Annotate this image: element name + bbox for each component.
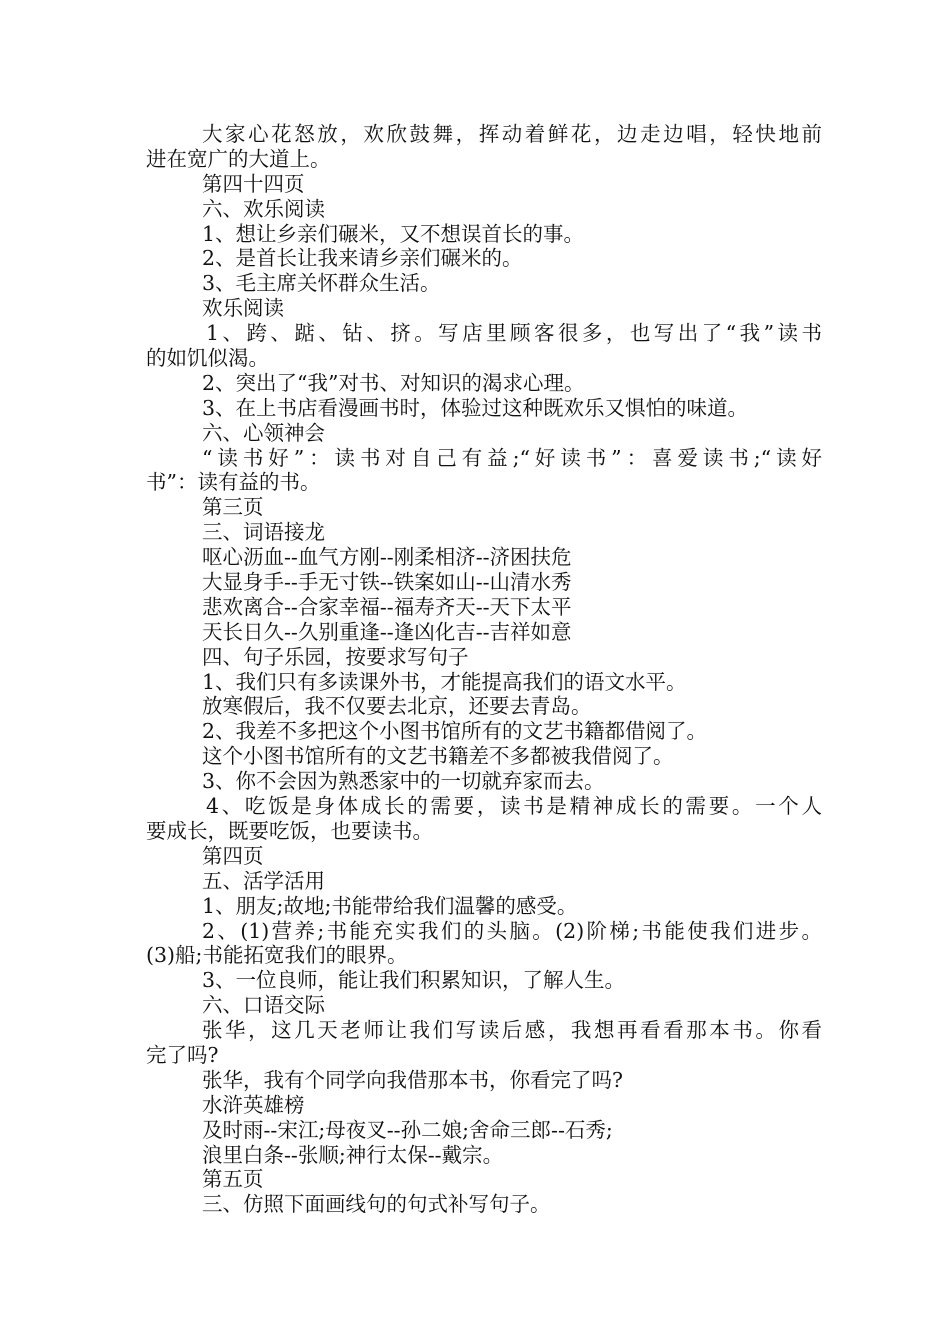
document-body <box>146 122 822 1217</box>
section-heading: 三、仿照下面画线句的句式补写句子。 <box>202 1192 551 1217</box>
answer-line: 张华，我有个同学向我借那本书，你看完了吗? <box>202 1067 623 1092</box>
section-heading: 欢乐阅读 <box>202 296 284 321</box>
answer-line: 3、毛主席关怀群众生活。 <box>202 271 441 296</box>
answer-line: 放寒假后，我不仅要去北京，还要去青岛。 <box>202 694 592 719</box>
answer-line: 完了吗? <box>146 1042 219 1067</box>
section-heading: 水浒英雄榜 <box>202 1092 305 1117</box>
answer-line: 2、是首长让我来请乡亲们碾米的。 <box>202 246 523 271</box>
page-heading: 第五页 <box>202 1167 264 1192</box>
answer-line: 3、你不会因为熟悉家中的一切就弃家而去。 <box>202 769 605 794</box>
answer-line: 浪里白条--张顺;神行太保--戴宗。 <box>202 1142 504 1167</box>
answer-line: 悲欢离合--合家幸福--福寿齐天--天下太平 <box>202 594 572 619</box>
answer-line: 1、朋友;故地;书能带给我们温馨的感受。 <box>202 893 578 918</box>
answer-line: 3、一位良师，能让我们积累知识，了解人生。 <box>202 968 626 993</box>
answer-line: 1、我们只有多读课外书，才能提高我们的语文水平。 <box>202 669 687 694</box>
answer-line: 2、我差不多把这个小图书馆所有的文艺书籍都借阅了。 <box>202 719 708 744</box>
section-heading: 五、活学活用 <box>202 868 325 893</box>
answer-line: 4、吃饭是身体成长的需要，读书是精神成长的需要。一个人 <box>206 794 822 819</box>
answer-line: 3、在上书店看漫画书时，体验过这种既欢乐又惧怕的味道。 <box>202 395 749 420</box>
section-heading: 六、欢乐阅读 <box>202 196 325 221</box>
answer-line: 1、想让乡亲们碾米，又不想误首长的事。 <box>202 221 585 246</box>
section-heading: 第四十四页 <box>202 171 305 196</box>
paragraph-line: 进在宽广的大道上。 <box>146 146 331 171</box>
answer-line: 及时雨--宋江;母夜叉--孙二娘;舍命三郎--石秀; <box>202 1117 613 1142</box>
answer-line: 书”：读有益的书。 <box>146 470 321 495</box>
answer-line: (3)船;书能拓宽我们的眼界。 <box>146 943 408 968</box>
answer-line: 2、突出了“我”对书、对知识的渴求心理。 <box>202 370 585 395</box>
page-heading: 第三页 <box>202 495 264 520</box>
answer-line: 天长日久--久别重逢--逢凶化吉--吉祥如意 <box>202 619 572 644</box>
answer-line: 要成长，既要吃饭，也要读书。 <box>146 818 433 843</box>
section-heading: 四、句子乐园，按要求写句子 <box>202 644 469 669</box>
answer-line: 2、(1)营养;书能充实我们的头脑。(2)阶梯;书能使我们进步。 <box>202 918 822 943</box>
answer-line: 呕心沥血--血气方刚--刚柔相济--济困扶危 <box>202 545 572 570</box>
answer-line: “读书好”：读书对自己有益;“好读书”：喜爱读书;“读好 <box>202 445 822 470</box>
page-heading: 第四页 <box>202 843 264 868</box>
section-heading: 六、口语交际 <box>202 993 325 1018</box>
answer-line: 张华，这几天老师让我们写读后感，我想再看看那本书。你看 <box>202 1018 822 1043</box>
answer-line: 这个小图书馆所有的文艺书籍差不多都被我借阅了。 <box>202 744 674 769</box>
answer-line: 1、跨、踮、钻、挤。写店里顾客很多，也写出了“我”读书 <box>206 321 822 346</box>
paragraph-line: 大家心花怒放，欢欣鼓舞，挥动着鲜花，边走边唱，轻快地前 <box>202 122 822 146</box>
answer-line: 大显身手--手无寸铁--铁案如山--山清水秀 <box>202 570 572 595</box>
section-heading: 三、词语接龙 <box>202 520 325 545</box>
answer-line: 的如饥似渴。 <box>146 346 269 371</box>
section-heading: 六、心领神会 <box>202 420 325 445</box>
